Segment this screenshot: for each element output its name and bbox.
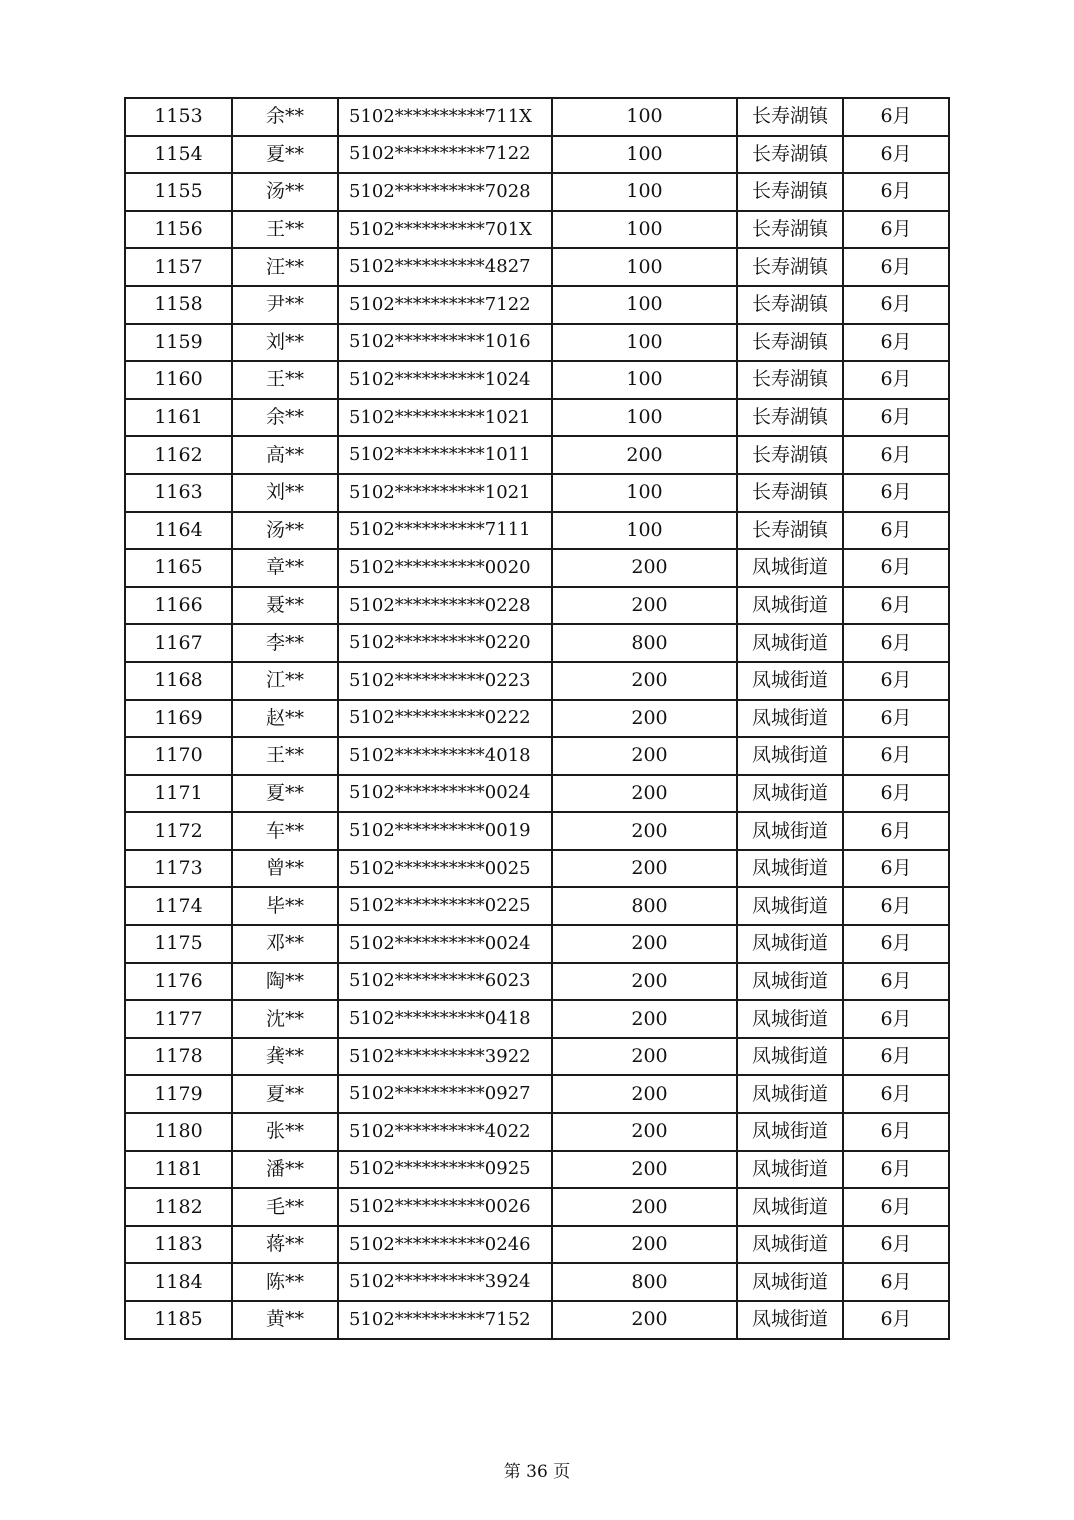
name-cell: 陈** xyxy=(232,1263,338,1301)
name-cell: 汪** xyxy=(232,248,338,286)
id-number-cell: 5102**********0223 xyxy=(338,662,552,700)
name-cell: 王** xyxy=(232,361,338,399)
month-cell: 6月 xyxy=(843,549,949,587)
table-row xyxy=(125,812,949,850)
table-row xyxy=(125,173,949,211)
table-row xyxy=(125,211,949,249)
id-number-cell: 5102**********0026 xyxy=(338,1188,552,1226)
table-row xyxy=(125,512,949,550)
location-cell: 凤城街道 xyxy=(737,1000,843,1038)
serial-cell: 1164 xyxy=(125,512,232,550)
table-row xyxy=(125,399,949,437)
month-cell: 6月 xyxy=(843,1188,949,1226)
location-cell: 凤城街道 xyxy=(737,700,843,738)
serial-cell: 1155 xyxy=(125,173,232,211)
id-number-cell: 5102**********4827 xyxy=(338,248,552,286)
serial-cell: 1160 xyxy=(125,361,232,399)
name-cell: 毕** xyxy=(232,887,338,925)
id-number-cell: 5102**********711X xyxy=(338,98,552,136)
id-number-cell: 5102**********1021 xyxy=(338,399,552,437)
id-number-cell: 5102**********0020 xyxy=(338,549,552,587)
table-row xyxy=(125,775,949,813)
table-row xyxy=(125,662,949,700)
amount-cell: 200 xyxy=(552,549,737,587)
serial-cell: 1174 xyxy=(125,887,232,925)
serial-cell: 1183 xyxy=(125,1226,232,1264)
id-number-cell: 5102**********0228 xyxy=(338,587,552,625)
amount-cell: 100 xyxy=(552,324,737,362)
id-number-cell: 5102**********1016 xyxy=(338,324,552,362)
table-row xyxy=(125,474,949,512)
serial-cell: 1172 xyxy=(125,812,232,850)
table-row xyxy=(125,1263,949,1301)
serial-cell: 1154 xyxy=(125,136,232,174)
month-cell: 6月 xyxy=(843,173,949,211)
id-number-cell: 5102**********0927 xyxy=(338,1075,552,1113)
id-number-cell: 5102**********0220 xyxy=(338,624,552,662)
table-row xyxy=(125,1000,949,1038)
table-row xyxy=(125,700,949,738)
serial-cell: 1169 xyxy=(125,700,232,738)
location-cell: 凤城街道 xyxy=(737,587,843,625)
location-cell: 凤城街道 xyxy=(737,925,843,963)
id-number-cell: 5102**********7028 xyxy=(338,173,552,211)
id-number-cell: 5102**********3924 xyxy=(338,1263,552,1301)
month-cell: 6月 xyxy=(843,1151,949,1189)
amount-cell: 100 xyxy=(552,474,737,512)
name-cell: 李** xyxy=(232,624,338,662)
table-row xyxy=(125,624,949,662)
name-cell: 王** xyxy=(232,211,338,249)
month-cell: 6月 xyxy=(843,1301,949,1339)
table-row xyxy=(125,324,949,362)
table-row xyxy=(125,98,949,136)
name-cell: 江** xyxy=(232,662,338,700)
location-cell: 凤城街道 xyxy=(737,850,843,888)
id-number-cell: 5102**********0225 xyxy=(338,887,552,925)
serial-cell: 1173 xyxy=(125,850,232,888)
id-number-cell: 5102**********7122 xyxy=(338,286,552,324)
serial-cell: 1180 xyxy=(125,1113,232,1151)
month-cell: 6月 xyxy=(843,925,949,963)
table-row xyxy=(125,436,949,474)
serial-cell: 1184 xyxy=(125,1263,232,1301)
id-number-cell: 5102**********701X xyxy=(338,211,552,249)
serial-cell: 1171 xyxy=(125,775,232,813)
id-number-cell: 5102**********4018 xyxy=(338,737,552,775)
month-cell: 6月 xyxy=(843,211,949,249)
amount-cell: 100 xyxy=(552,211,737,249)
location-cell: 长寿湖镇 xyxy=(737,474,843,512)
table-row xyxy=(125,1188,949,1226)
id-number-cell: 5102**********1024 xyxy=(338,361,552,399)
id-number-cell: 5102**********7122 xyxy=(338,136,552,174)
amount-cell: 800 xyxy=(552,624,737,662)
id-number-cell: 5102**********1021 xyxy=(338,474,552,512)
serial-cell: 1177 xyxy=(125,1000,232,1038)
name-cell: 黄** xyxy=(232,1301,338,1339)
amount-cell: 200 xyxy=(552,925,737,963)
amount-cell: 800 xyxy=(552,887,737,925)
month-cell: 6月 xyxy=(843,474,949,512)
serial-cell: 1167 xyxy=(125,624,232,662)
location-cell: 凤城街道 xyxy=(737,1113,843,1151)
location-cell: 长寿湖镇 xyxy=(737,512,843,550)
table-row xyxy=(125,248,949,286)
table-row xyxy=(125,887,949,925)
location-cell: 长寿湖镇 xyxy=(737,173,843,211)
name-cell: 章** xyxy=(232,549,338,587)
name-cell: 汤** xyxy=(232,512,338,550)
serial-cell: 1159 xyxy=(125,324,232,362)
id-number-cell: 5102**********0418 xyxy=(338,1000,552,1038)
amount-cell: 800 xyxy=(552,1263,737,1301)
location-cell: 凤城街道 xyxy=(737,1038,843,1076)
amount-cell: 200 xyxy=(552,1038,737,1076)
name-cell: 余** xyxy=(232,399,338,437)
month-cell: 6月 xyxy=(843,98,949,136)
amount-cell: 200 xyxy=(552,850,737,888)
serial-cell: 1168 xyxy=(125,662,232,700)
serial-cell: 1153 xyxy=(125,98,232,136)
serial-cell: 1179 xyxy=(125,1075,232,1113)
serial-cell: 1166 xyxy=(125,587,232,625)
month-cell: 6月 xyxy=(843,700,949,738)
location-cell: 长寿湖镇 xyxy=(737,324,843,362)
table-row xyxy=(125,136,949,174)
month-cell: 6月 xyxy=(843,624,949,662)
name-cell: 陶** xyxy=(232,963,338,1001)
amount-cell: 100 xyxy=(552,361,737,399)
location-cell: 凤城街道 xyxy=(737,887,843,925)
name-cell: 赵** xyxy=(232,700,338,738)
id-number-cell: 5102**********7152 xyxy=(338,1301,552,1339)
serial-cell: 1162 xyxy=(125,436,232,474)
serial-cell: 1158 xyxy=(125,286,232,324)
serial-cell: 1156 xyxy=(125,211,232,249)
location-cell: 凤城街道 xyxy=(737,1151,843,1189)
serial-cell: 1175 xyxy=(125,925,232,963)
serial-cell: 1165 xyxy=(125,549,232,587)
name-cell: 蒋** xyxy=(232,1226,338,1264)
amount-cell: 200 xyxy=(552,963,737,1001)
table-row xyxy=(125,1151,949,1189)
location-cell: 凤城街道 xyxy=(737,1188,843,1226)
amount-cell: 200 xyxy=(552,1075,737,1113)
name-cell: 汤** xyxy=(232,173,338,211)
table-row xyxy=(125,1301,949,1339)
amount-cell: 100 xyxy=(552,136,737,174)
location-cell: 凤城街道 xyxy=(737,549,843,587)
table-row xyxy=(125,1226,949,1264)
amount-cell: 100 xyxy=(552,512,737,550)
month-cell: 6月 xyxy=(843,324,949,362)
amount-cell: 200 xyxy=(552,587,737,625)
location-cell: 长寿湖镇 xyxy=(737,248,843,286)
amount-cell: 200 xyxy=(552,775,737,813)
serial-cell: 1163 xyxy=(125,474,232,512)
amount-cell: 200 xyxy=(552,662,737,700)
month-cell: 6月 xyxy=(843,812,949,850)
month-cell: 6月 xyxy=(843,512,949,550)
id-number-cell: 5102**********7111 xyxy=(338,512,552,550)
amount-cell: 200 xyxy=(552,812,737,850)
serial-cell: 1176 xyxy=(125,963,232,1001)
id-number-cell: 5102**********0025 xyxy=(338,850,552,888)
amount-cell: 100 xyxy=(552,98,737,136)
month-cell: 6月 xyxy=(843,1226,949,1264)
month-cell: 6月 xyxy=(843,850,949,888)
table-row xyxy=(125,1075,949,1113)
amount-cell: 200 xyxy=(552,1113,737,1151)
id-number-cell: 5102**********1011 xyxy=(338,436,552,474)
id-number-cell: 5102**********3922 xyxy=(338,1038,552,1076)
serial-cell: 1182 xyxy=(125,1188,232,1226)
location-cell: 凤城街道 xyxy=(737,1075,843,1113)
name-cell: 邓** xyxy=(232,925,338,963)
location-cell: 凤城街道 xyxy=(737,1263,843,1301)
table-row xyxy=(125,361,949,399)
table-row xyxy=(125,286,949,324)
month-cell: 6月 xyxy=(843,136,949,174)
amount-cell: 100 xyxy=(552,248,737,286)
name-cell: 尹** xyxy=(232,286,338,324)
name-cell: 余** xyxy=(232,98,338,136)
name-cell: 刘** xyxy=(232,474,338,512)
location-cell: 长寿湖镇 xyxy=(737,98,843,136)
name-cell: 夏** xyxy=(232,1075,338,1113)
name-cell: 曾** xyxy=(232,850,338,888)
serial-cell: 1161 xyxy=(125,399,232,437)
name-cell: 潘** xyxy=(232,1151,338,1189)
month-cell: 6月 xyxy=(843,436,949,474)
amount-cell: 200 xyxy=(552,1188,737,1226)
record-table-body xyxy=(125,98,949,1339)
table-row xyxy=(125,925,949,963)
month-cell: 6月 xyxy=(843,1000,949,1038)
table-row xyxy=(125,850,949,888)
month-cell: 6月 xyxy=(843,361,949,399)
serial-cell: 1157 xyxy=(125,248,232,286)
location-cell: 长寿湖镇 xyxy=(737,436,843,474)
name-cell: 高** xyxy=(232,436,338,474)
table-row xyxy=(125,587,949,625)
month-cell: 6月 xyxy=(843,737,949,775)
month-cell: 6月 xyxy=(843,963,949,1001)
location-cell: 凤城街道 xyxy=(737,1226,843,1264)
serial-cell: 1181 xyxy=(125,1151,232,1189)
month-cell: 6月 xyxy=(843,1113,949,1151)
month-cell: 6月 xyxy=(843,399,949,437)
id-number-cell: 5102**********0024 xyxy=(338,925,552,963)
location-cell: 凤城街道 xyxy=(737,662,843,700)
amount-cell: 200 xyxy=(552,1000,737,1038)
location-cell: 长寿湖镇 xyxy=(737,211,843,249)
id-number-cell: 5102**********6023 xyxy=(338,963,552,1001)
name-cell: 沈** xyxy=(232,1000,338,1038)
month-cell: 6月 xyxy=(843,775,949,813)
month-cell: 6月 xyxy=(843,662,949,700)
amount-cell: 100 xyxy=(552,286,737,324)
name-cell: 聂** xyxy=(232,587,338,625)
location-cell: 凤城街道 xyxy=(737,624,843,662)
name-cell: 龚** xyxy=(232,1038,338,1076)
id-number-cell: 5102**********0222 xyxy=(338,700,552,738)
table-row xyxy=(125,963,949,1001)
location-cell: 长寿湖镇 xyxy=(737,361,843,399)
name-cell: 车** xyxy=(232,812,338,850)
name-cell: 夏** xyxy=(232,775,338,813)
month-cell: 6月 xyxy=(843,286,949,324)
month-cell: 6月 xyxy=(843,1263,949,1301)
amount-cell: 200 xyxy=(552,737,737,775)
amount-cell: 200 xyxy=(552,700,737,738)
location-cell: 凤城街道 xyxy=(737,963,843,1001)
month-cell: 6月 xyxy=(843,1038,949,1076)
page-number: 第 36 页 xyxy=(503,1462,571,1482)
location-cell: 长寿湖镇 xyxy=(737,136,843,174)
location-cell: 凤城街道 xyxy=(737,1301,843,1339)
name-cell: 毛** xyxy=(232,1188,338,1226)
id-number-cell: 5102**********0024 xyxy=(338,775,552,813)
amount-cell: 200 xyxy=(552,1151,737,1189)
month-cell: 6月 xyxy=(843,248,949,286)
location-cell: 凤城街道 xyxy=(737,775,843,813)
amount-cell: 100 xyxy=(552,399,737,437)
record-table xyxy=(124,97,950,1340)
table-row xyxy=(125,1038,949,1076)
name-cell: 张** xyxy=(232,1113,338,1151)
location-cell: 凤城街道 xyxy=(737,812,843,850)
month-cell: 6月 xyxy=(843,887,949,925)
location-cell: 长寿湖镇 xyxy=(737,399,843,437)
serial-cell: 1178 xyxy=(125,1038,232,1076)
location-cell: 凤城街道 xyxy=(737,737,843,775)
id-number-cell: 5102**********0925 xyxy=(338,1151,552,1189)
name-cell: 王** xyxy=(232,737,338,775)
table-row xyxy=(125,549,949,587)
id-number-cell: 5102**********4022 xyxy=(338,1113,552,1151)
table-row xyxy=(125,737,949,775)
location-cell: 长寿湖镇 xyxy=(737,286,843,324)
name-cell: 夏** xyxy=(232,136,338,174)
table-row xyxy=(125,1113,949,1151)
id-number-cell: 5102**********0019 xyxy=(338,812,552,850)
name-cell: 刘** xyxy=(232,324,338,362)
amount-cell: 100 xyxy=(552,173,737,211)
month-cell: 6月 xyxy=(843,587,949,625)
amount-cell: 200 xyxy=(552,1226,737,1264)
id-number-cell: 5102**********0246 xyxy=(338,1226,552,1264)
month-cell: 6月 xyxy=(843,1075,949,1113)
amount-cell: 200 xyxy=(552,436,737,474)
amount-cell: 200 xyxy=(552,1301,737,1339)
serial-cell: 1185 xyxy=(125,1301,232,1339)
serial-cell: 1170 xyxy=(125,737,232,775)
